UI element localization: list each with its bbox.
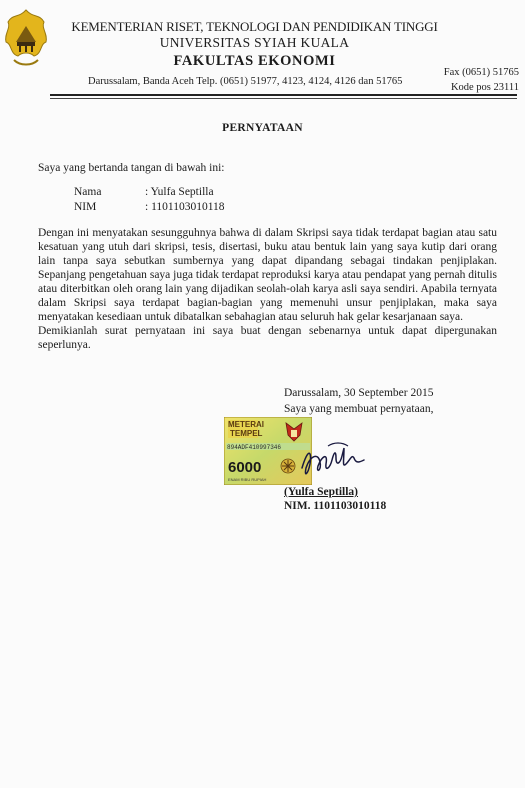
intro-text: Saya yang bertanda tangan di bawah ini:	[38, 162, 225, 174]
signer-statement: Saya yang membuat pernyataan,	[284, 402, 434, 415]
signer-name: (Yulfa Septilla)	[284, 486, 359, 498]
letterhead	[62, 19, 447, 70]
document-title: PERNYATAAN	[222, 122, 303, 134]
signer-nim: NIM. 1101103010118	[284, 500, 387, 512]
statement-paragraph: Dengan ini menyatakan sesungguhnya bahwa di dalam Skripsi saya tidak terdapat bagian atau satu kesatuan yang utuh dari skripsi, tesis, disertasi, buku atau bentuk lain yang saya kutip dari orang lain tanpa saya sebutkan sumbernya yang dapat dipandang sebagai tindakan penjiplakan. Sepanjang pengetahuan saya juga tidak terdapat reproduksi karya atau pendapat yang pernah ditulis atau diterbitkan oleh orang lain yang dijadikan seolah-olah karya asli saya sendiri. Apabila ternyata dalam Skripsi saya terdapat bagian-bagian yang memenuhi unsur penjiplakan, maka saya menyatakan kesediaan untuk dibatalkan sebahagian atau seluruh hak gelar kesarjanaan saya.	[38, 227, 497, 324]
faculty-name: FAKULTAS EKONOMI	[173, 53, 336, 70]
identity-value: : 1101103010118	[145, 201, 225, 213]
fax-number: Fax (0651) 51765	[443, 67, 519, 78]
place-date: Darussalam, 30 September 2015	[284, 387, 434, 399]
handwritten-signature-icon	[298, 438, 378, 484]
address-line: Darussalam, Banda Aceh Telp. (0651) 51977, 4123, 4124, 4126 dan 51765	[88, 76, 403, 87]
identity-value: : Yulfa Septilla	[145, 186, 214, 198]
stamp-value: 6000	[228, 459, 262, 476]
identity-label: NIM	[74, 201, 97, 213]
university-emblem-icon	[0, 8, 52, 80]
identity-label: Nama	[74, 186, 102, 198]
postal-code: Kode pos 23111	[450, 81, 519, 93]
closing-paragraph: Demikianlah surat pernyataan ini saya buat dengan sebenarnya untuk dapat dipergunakan seperlunya.	[38, 325, 497, 352]
identity-row-nim	[74, 201, 225, 213]
stamp-serial: 894ADF410997346	[227, 444, 282, 451]
stamp-caption: ENAM RIBU RUPIAH	[228, 477, 267, 482]
signature-header	[284, 386, 433, 417]
stamp-ornament-icon	[281, 459, 295, 473]
stamp-line1: METERAI	[228, 420, 264, 429]
header-divider-thin	[50, 98, 517, 99]
header-divider	[50, 94, 517, 96]
identity-row-name	[74, 186, 214, 198]
fax-block	[444, 66, 519, 95]
ministry-name: KEMENTERIAN RISET, TEKNOLOGI DAN PENDIDIKAN TINGGI	[71, 19, 438, 34]
university-name: UNIVERSITAS SYIAH KUALA	[159, 35, 350, 51]
statement-body	[38, 226, 497, 352]
stamp-line2: TEMPEL	[230, 429, 263, 438]
